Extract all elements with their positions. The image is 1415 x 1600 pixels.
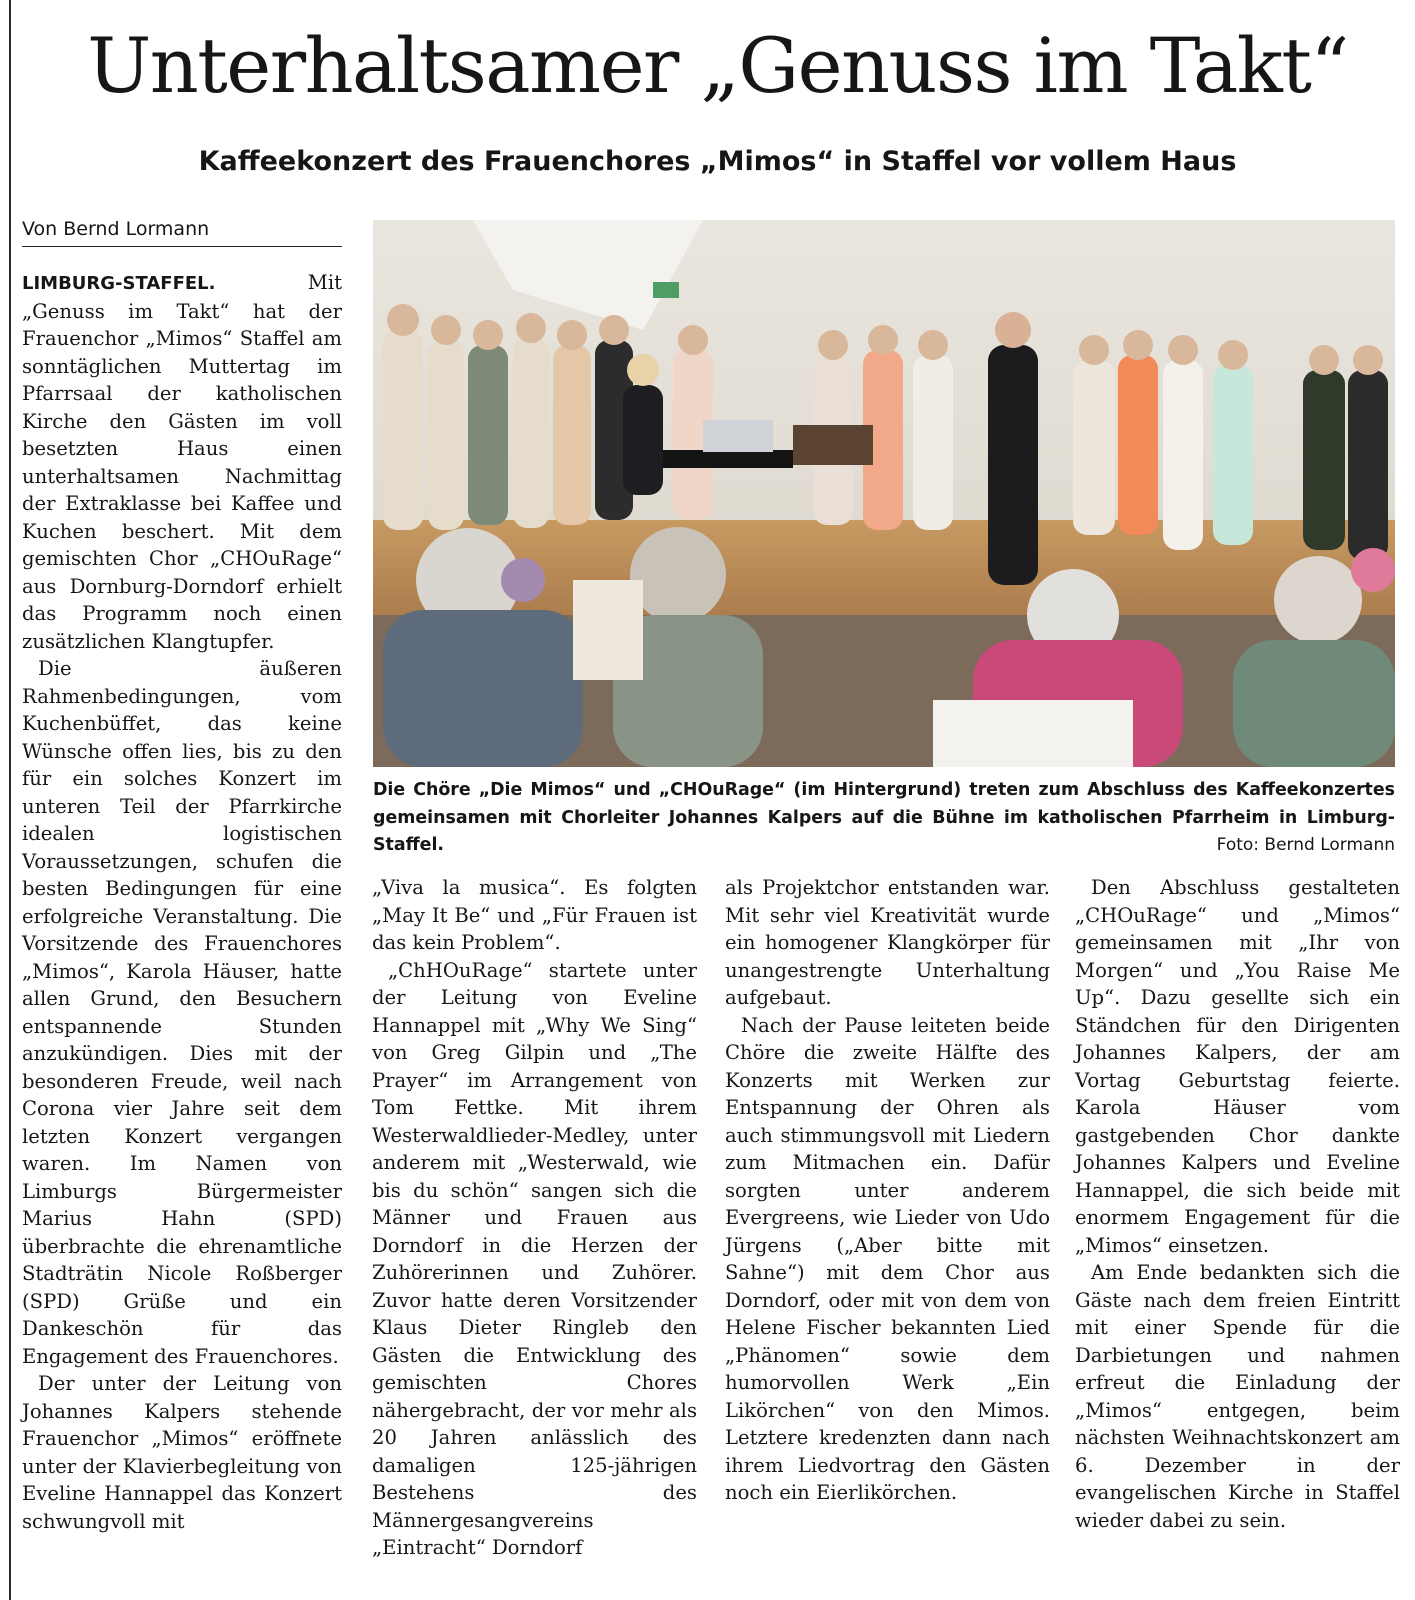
photo-caption: Die Chöre „Die Mimos“ und „CHOuRage“ (im Hintergrund) treten zum Abschluss des Kaffeekonzertes gemeinsamen mit Chorleiter Johannes Kalpers auf die Bühne im katholischen Pfarrheim in Limburg-Staffel. bbox=[373, 780, 1395, 855]
paragraph: „Viva la musica“. Es folgten „May It Be“ und „Für Frauen ist das kein Problem“. bbox=[372, 876, 697, 954]
paragraph bbox=[22, 269, 342, 655]
paragraph: Den Abschluss gestalteten „CHOuRage“ und „Mimos“ gemeinsamen mit „Ihr von Morgen“ und „You Raise Me Up“. Dazu gesellte sich ein Ständchen für den Dirigenten Johannes Kalpers, der am Vortag Geburtstag feierte. Karola Häuser vom gastgebenden Chor dankte Johannes Kalpers und Eveline Hannappel, die sich beide mit enormem Engagement für die „Mimos“ einsetzen. bbox=[1075, 876, 1400, 1257]
subheadline: Kaffeekonzert des Frauenchores „Mimos“ in Staffel vor vollem Haus bbox=[198, 146, 1237, 177]
article-column-2 bbox=[372, 874, 697, 1562]
concert-photo bbox=[373, 220, 1395, 767]
headline: Unterhaltsamer „Genuss im Takt“ bbox=[87, 21, 1348, 110]
paragraph-text: Mit „Genuss im Takt“ hat der Frauenchor „Mimos“ Staffel am sonntäglichen Muttertag im Pfarrsaal der katholischen Kirche den Gästen im voll besetzten Haus einen unterhaltsamen Nachmittag der Extraklasse bei Kaffee und Kuchen beschert. Mit dem gemischten Chor „CHOuRage“ aus Dornburg-Dorndorf erhielt das Programm noch einen zusätzlichen Klangtupfer. bbox=[22, 271, 342, 653]
dateline: LIMBURG-STAFFEL. bbox=[22, 273, 216, 294]
article-column-3 bbox=[725, 874, 1050, 1507]
paragraph: Der unter der Leitung von Johannes Kalpers stehende Frauenchor „Mimos“ eröffnete unter der Klavierbegleitung von Eveline Hannappel das Konzert schwungvoll mit bbox=[22, 1372, 342, 1533]
paragraph: Nach der Pause leiteten beide Chöre die zweite Hälfte des Konzerts mit Werken zur Entspannung der Ohren als auch stimmungsvoll mit Liedern zum Mitmachen ein. Dafür sorgten unter anderem Evergreens, wie Lieder von Udo Jürgens („Aber bitte mit Sahne“) mit dem Chor aus Dorndorf, oder mit von dem von Helene Fischer bekannten Lied „Phänomen“ sowie dem humorvollen Werk „Ein Likörchen“ von den Mimos. Letztere kredenzten dann nach ihrem Liedvortrag den Gästen noch ein Eierlikörchen. bbox=[725, 1013, 1050, 1504]
choir-stage-photo-illustration bbox=[373, 220, 1395, 767]
paragraph: Die äußeren Rahmenbedingungen, vom Kuchenbüffet, das keine Wünsche offen lies, bis zu den für ein solches Konzert im unteren Teil der Pfarrkirche idealen logistischen Voraussetzungen, schufen die besten Bedingungen für eine erfolgreiche Veranstaltung. Die Vorsitzende des Frauenchores „Mimos“, Karola Häuser, hatte allen Grund, den Besuchern entspannende Stunden anzukündigen. Dies mit der besonderen Freude, weil nach Corona vier Jahre seit dem letzten Konzert vergangen waren. Im Namen von Limburgs Bürgermeister Marius Hahn (SPD) überbrachte die ehrenamtliche Stadträtin Nicole Roßberger (SPD) Grüße und ein Dankeschön für das Engagement des Frauenchores. bbox=[22, 657, 342, 1368]
photo-credit: Foto: Bernd Lormann bbox=[1216, 835, 1395, 855]
byline: Von Bernd Lormann bbox=[22, 218, 342, 247]
article-column-4 bbox=[1075, 874, 1400, 1534]
paragraph: „ChHOuRage“ startete unter der Leitung von Eveline Hannappel mit „Why We Sing“ von Greg Gilpin und „The Prayer“ im Arrangement von Tom Fettke. Mit ihrem Westerwaldlieder-Medley, unter anderem mit „Westerwald, wie bis du schön“ sangen sich die Männer und Frauen aus Dorndorf in die Herzen der Zuhörerinnen und Zuhörer. Zuvor hatte deren Vorsitzender Klaus Dieter Ringleb den Gästen die Entwicklung des gemischten Chores nähergebracht, der vor mehr als 20 Jahren anlässlich des damaligen 125-jährigen Bestehens des Männergesangvereins „Eintracht“ Dorndorf bbox=[372, 958, 697, 1559]
article-column-1 bbox=[22, 269, 342, 1535]
paragraph: als Projektchor entstanden war. Mit sehr viel Kreativität wurde ein homogener Klangkörper für unangestrengte Unterhaltung aufgebaut. bbox=[725, 876, 1050, 1009]
paragraph: Am Ende bedankten sich die Gäste nach dem freien Eintritt mit einer Spende für die Darbietungen und nahmen erfreut die Einladung der „Mimos“ entgegen, beim nächsten Weihnachtskonzert am 6. Dezember in der evangelischen Kirche in Staffel wieder dabei zu sein. bbox=[1075, 1261, 1400, 1532]
page-border-line bbox=[9, 0, 11, 1600]
